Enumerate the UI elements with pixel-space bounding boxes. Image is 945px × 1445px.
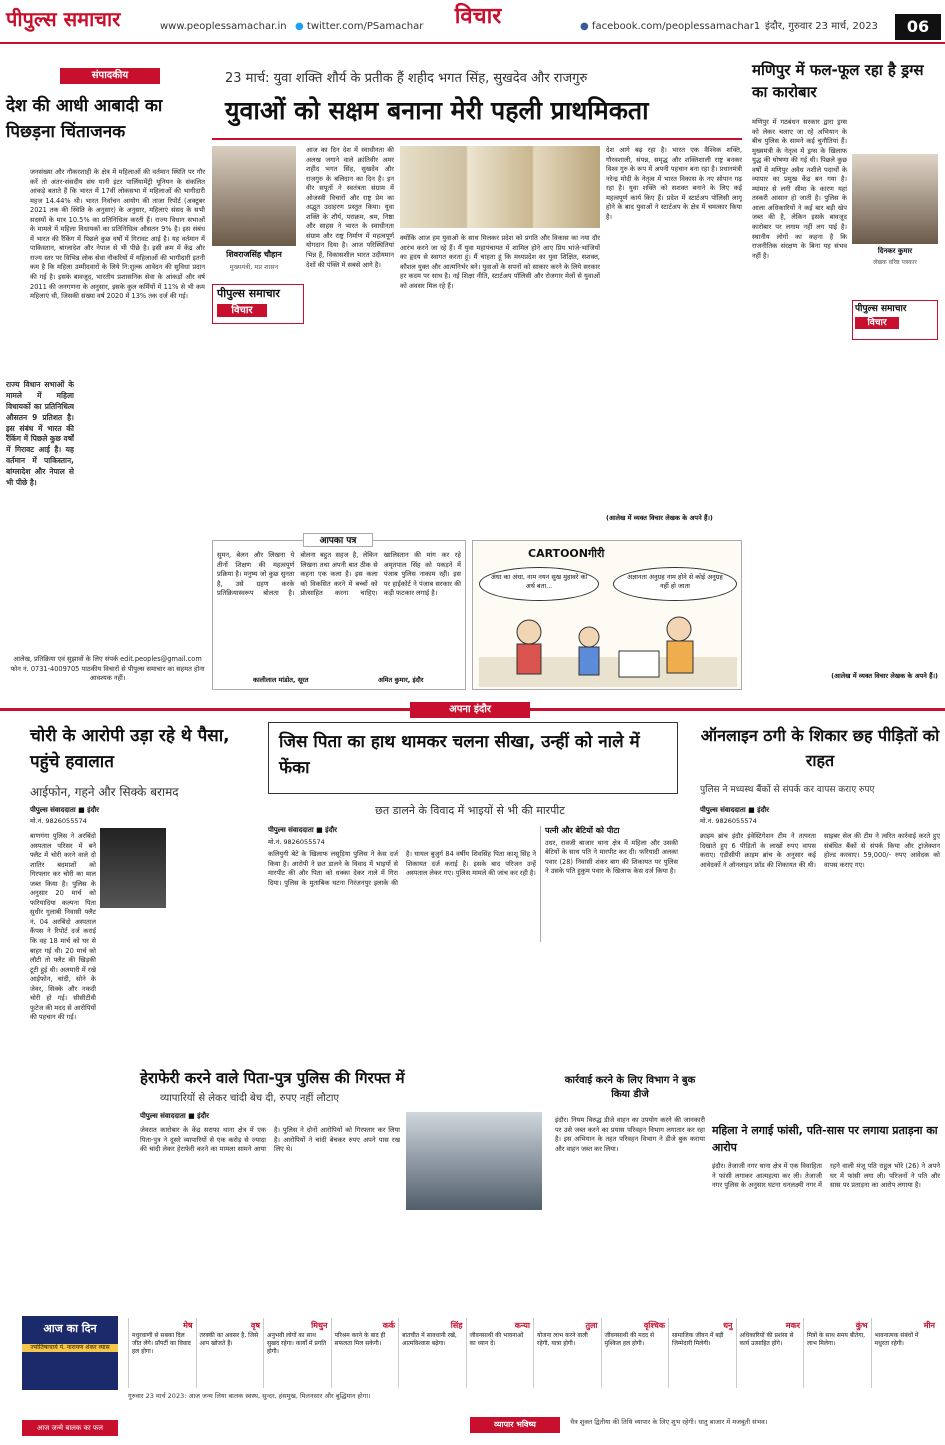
horoscope-sign <box>263 1318 331 1388</box>
silver-fraud-byline: पीपुल्स संवाददाता ■ इंदौर <box>140 1112 210 1120</box>
silver-fraud-subtitle: व्यापारियों से लेकर चांदी बेच दी, रुपए नहीं लौटाए <box>160 1093 340 1104</box>
horoscope-sign <box>871 1318 939 1388</box>
horoscope-sign-name: कर्क <box>382 1321 395 1330</box>
horoscope-sign-name: कुंभ <box>855 1321 868 1330</box>
dj-story-body: इंदौर। नियम विरुद्ध डीजे वाहन का उपयोग करने की जानकारी पर उसे जब्त करने का प्रयास परिवहन विभाग लगातार कर रहा है। इस अभियान के तहत परिवहन विभाग ने डीजे बुक कराया और वाहन जब्त कर लिया। <box>555 1116 705 1153</box>
horoscope-sign-text: जीवनसाथी की मदद से मुश्किल हल होगी। <box>604 1331 655 1347</box>
horoscope-sign-name: मिथुन <box>311 1321 328 1330</box>
page-number: 06 <box>895 14 941 40</box>
manipur-brand: पीपुल्स समाचार <box>855 304 907 314</box>
wife-daughters-body: उधर, रावजी बाजार थाना क्षेत्र में महिला और उसकी बेटियों के साथ पति ने मारपीट कर दी। फरियादी अलका पवार (28) निवासी शंकर बाग की शिकायत पर पुलिस ने उसके पति हुकुम पवार के खिलाफ केस दर्ज किया है। <box>545 838 678 876</box>
theft-story-byline: पीपुल्स संवाददाता ■ इंदौर <box>30 806 100 814</box>
fraud-relief-phone: मो.नं. 9826055574 <box>700 817 757 825</box>
editorial-title: देश की आधी आबादी का पिछड़ना चिंताजनक <box>6 96 163 142</box>
silver-fraud-body: जेवरात कारोबार के केंद्र सराफा थाना क्षेत्र में एक पिता-पुत्र ने दूसरे व्यापारियों से एक करोड़ से ज्यादा की चांदी लेकर हेराफेरी करने का मामला सामने आया है। पुलिस ने दोनों आरोपियों को गिरफ्तार कर लिया है। आरोपियों ने चांदी बेचकर रुपए अपने पास रख लिए थे। <box>140 1126 400 1154</box>
father-story-body: कलियुगी बेटे के खिलाफ लसूड़िया पुलिस ने केस दर्ज किया है। आरोपी ने छत डालने के विवाद में भाइयों से मारपीट की और पिता को धक्का देकर नाले में गिरा दिया। पुलिस के मुताबिक घटना निरंजनपुर इलाके की है। घायल बुजुर्ग 84 वर्षीय शिवसिंह पिता काशू सिंह ने शिकायत दर्ज कराई है। इसके बाद परिजन उन्हें अस्पताल लेकर गए। पुलिस मामले की जांच कर रही है। <box>268 850 536 887</box>
horoscope-sign <box>398 1318 466 1388</box>
manipur-author: दिनकर कुमार <box>877 247 913 255</box>
horoscope-sign-text: बातचीत में सावधानी रखें, आत्मविश्वास बढ़ेगा। <box>402 1331 457 1347</box>
horoscope-sign-text: जीवनसाथी की भावनाओं का ध्यान दें। <box>469 1331 524 1347</box>
horoscope-sign-text: भावनात्मक संबंधों में मधुरता रहेगी। <box>874 1331 919 1347</box>
father-story-phone: मो.नं. 9826055574 <box>268 838 325 846</box>
horoscope-sign-name: वृष <box>250 1321 260 1330</box>
manipur-brand-box <box>852 300 938 340</box>
lead-brand-box <box>212 284 304 324</box>
horoscope-sign-text: तरक्की का अवसर है, जिसे आप खोजते हैं। <box>199 1331 259 1347</box>
editorial-tag: संपादकीय <box>60 68 160 84</box>
letters-body: सुमन, बेलन और लिखना ये तीनों शिक्षण की महत्वपूर्ण प्रक्रिया है। मनुष्य जो कुछ सुनता है, उसे ग्रहण करके प्रतिक्रियास्वरूप बोलता है। बोलना बहुत सहज है, लेकिन लिखना तथा अपनी बात ठीक से कहना एक कला है। इस कला को विकसित करने में बच्चों को प्रोत्साहित करना चाहिए। खालिस्तान की मांग कर रहे अमृतपाल सिंह को पकड़ने में पंजाब पुलिस नाकाम रही। इस पर हाईकोर्ट ने पंजाब सरकार की कड़ी फटकार लगाई है। <box>217 551 461 598</box>
horoscope-sign <box>803 1318 871 1388</box>
editorial-body: जनसंख्या और नौकरशाही के क्षेत्र में महिलाओं की वर्तमान स्थिति पर गौर करें तो अंतर-संसदीय संघ यानी इंटर पार्लियामेंट्री यूनियन के संकलित आंकड़े बताते हैं कि भारत में 17वीं लोकसभा में महिलाओं की भागीदारी महज 14.44% थी। भारत निर्वाचन आयोग की ताजा रिपोर्ट (अक्टूबर 2021 तक की स्थिति के अनुसार) के अनुसार, महिलाएं संसद के सभी सदस्यों के मात्र 10.5% का प्रतिनिधित्व करती हैं। राज्य विधान सभाओं के मामले में महिला विधायकों का प्रतिनिधित्व औसतन 9% है। इस संबंध में भारत की रैंकिंग में पिछले कुछ वर्षों में गिरावट आई है। यह वर्तमान में पाकिस्तान, बांग्लादेश और नेपाल से भी पीछे है। इसी क्रम में केंद्र और राज्य स्तर पर विभिन्न लोक सेवा नौकरियों में महिलाओं की भागीदारी इतनी कम है कि महिला उम्मीदवारों के लिये नि:शुल्क आवेदन की सुविधा प्रदान की गई है। इसके बावजूद, भारतीय प्रशासनिक सेवा के आंकड़ों और वर्ष 2011 की जनगणना के अनुसार, इसके कुल कर्मियों में 11% से भी कम महिलाएं थी, जिसकी संख्या वर्ष 2020 में 13% तक दर्ज की गई। <box>30 168 205 301</box>
horoscope-sign-name: सिंह <box>450 1321 463 1330</box>
lead-kicker: 23 मार्च: युवा शक्ति शौर्य के प्रतीक हैं शहीद भगत सिंह, सुखदेव और राजगुरु <box>225 71 588 86</box>
fraud-relief-body: क्राइम ब्रांच इंदौर इंवेस्टिगेशन टीम ने तत्परता दिखाते हुए 6 पीड़ितों के लाखों रुपए वापस कराए। एडीसीपी क्राइम ब्रांच के अनुसार कई आवेदकों ने ऑनलाइन फ्रॉड की शिकायत की थी। साइबर सेल की टीम ने त्वरित कार्रवाई करते हुए संबंधित बैंकों से संपर्क किया और ट्रांजेक्शन होल्ड करवाए। 59,000/- रुपए आवेदक को वापस कराए गए। <box>700 832 940 869</box>
horoscope-sign <box>736 1318 804 1388</box>
lead-brand-tag: विचार <box>217 304 267 318</box>
local-section-title: अपना इंदौर <box>410 702 530 718</box>
cartoon-drawing <box>479 607 737 687</box>
horoscope-sign-name: मेष <box>183 1321 193 1330</box>
horoscope-sign-name: मकर <box>785 1321 800 1330</box>
father-story-byline: पीपुल्स संवाददाता ■ इंदौर <box>268 826 338 834</box>
lead-title: युवाओं को सक्षम बनाना मेरी पहली प्राथमिकता <box>225 96 649 125</box>
horoscope-sign-text: मित्रों के साथ समय बीतेगा, लाभ मिलेगा। <box>807 1331 866 1347</box>
horoscope-sign-text: सामाजिक जीवन में बड़ी जिम्मेदारी मिलेगी। <box>672 1331 724 1347</box>
fraud-relief-subtitle: पुलिस ने मध्यस्थ बैंकों से संपर्क कर वापस कराए रुपए <box>700 785 875 795</box>
facebook-link[interactable]: ● facebook.com/peoplessamachar1 <box>580 21 761 32</box>
manipur-body: मणिपुर में गठबंधन सरकार द्वारा ड्रग्स को लेकर चलाए जा रहे अभियान के बीच पुलिस के सामने कई चुनौतियां हैं। मुख्यमंत्री के नेतृत्व में ड्रग्स के खिलाफ युद्ध की घोषणा की गई थी। पिछले कुछ वर्षों में मणिपुर अवैध नशीले पदार्थों के व्यापार का प्रमुख केंद्र बन गया है। म्यांमार से लगी सीमा के कारण यहां तस्करी आसान हो जाती है। पुलिस के आला अधिकारियों ने कई बार बड़ी खेप जब्त की है, लेकिन इसके बावजूद कारोबार पर लगाम नहीं लग पाई है। स्थानीय लोगों का कहना है कि राजनीतिक संरक्षण के बिना यह संभव नहीं है। <box>752 118 847 260</box>
horoscope-sign-text: परिश्रम करने के बाद ही सफलता मिल सकेगी। <box>334 1331 386 1347</box>
horoscope-sign-text: अनुभवी लोगों का साथ सुखद रहेगा। कार्यों में प्रगति होगी। <box>267 1331 327 1355</box>
suicide-story-title: महिला ने लगाई फांसी, पति-सास पर लगाया प्रताड़ना का आरोप <box>712 1124 938 1155</box>
horoscope-sign-text: मधुरवाणी से सबका दिल जीत लेंगे। प्रॉपर्टी का विवाद हल होगा। <box>132 1331 191 1355</box>
horoscope-sign <box>533 1318 601 1388</box>
father-story-title: जिस पिता का हाथ थामकर चलना सीखा, उन्हीं को नाले में फेंका <box>279 732 640 779</box>
author-photo <box>212 146 296 246</box>
horoscope-sign-name: धनु <box>723 1321 733 1330</box>
horoscope-birth-tag: आज जन्मे बालक का फल <box>22 1420 118 1436</box>
twitter-icon: ● <box>295 21 304 32</box>
cartoon-title: CARTOONगीरी <box>528 547 605 560</box>
letters-title: आपका पत्र <box>303 533 373 547</box>
manipur-signoff: (आलेख में व्यक्त विचार लेखक के अपने हैं।) <box>831 672 938 680</box>
manipur-body-continued <box>852 348 940 668</box>
father-story-title-box <box>268 722 678 794</box>
wife-daughters-title: पत्नी और बेटियों को पीटा <box>545 826 620 835</box>
silver-fraud-photo <box>406 1112 542 1210</box>
dj-story-title: कार्रवाई करने के लिए विभाग ने बुक किया डीजे <box>564 1075 696 1100</box>
horoscope-sign-name: तुला <box>585 1321 598 1330</box>
horoscope-sign <box>466 1318 534 1388</box>
editorial-footer: आलेख, प्रतिक्रिया एवं सुझावों के लिए संपर्क edit.peoples@gmail.com फोन नं. 0731-4009705 पाठकीय विचारों से पीपुल्स समाचार का सहमत होना आवश्यक नहीं। <box>10 655 205 683</box>
cartoon-bubble-2: अज्ञानता अनुग्रह नाम होने से कोई अनुग्रह नहीं हो जाता <box>613 567 737 601</box>
website-link[interactable]: www.peoplessamachar.in <box>160 21 287 32</box>
theft-story-phone: मो.नं. 9826055574 <box>30 817 87 825</box>
trade-tag: व्यापार भविष्य <box>470 1417 560 1433</box>
lead-body-2: क्योंकि आज हम युवाओं के साथ मिलकर प्रदेश को प्रगति और विकास का नया दौर आरंभ करने जा रहे हैं। मैं युवा महापंचायत में शामिल होने आए प्रिय भांजे-भांजियों का हृदय से स्वागत करता हूं। मैं चाहता हूं कि मध्यप्रदेश का युवा शिक्षित, सशक्त, कौशल युक्त और आत्मनिर्भर बने। युवाओं के सपनों को साकार करने के लिये सरकार हर कदम पर साथ है। नई शिक्षा नीति, स्टार्टअप पॉलिसी और रोजगार मेलों से युवाओं को अवसर मिल रहे हैं। <box>400 234 600 290</box>
horoscope-sign-name: कन्या <box>514 1321 530 1330</box>
section-title: विचार <box>454 4 502 29</box>
horoscope-sign-name: मीन <box>923 1321 935 1330</box>
letter-signature-2: अमित कुमार, इंदौर <box>378 676 424 684</box>
theft-story-body: बाणगंगा पुलिस ने अरबिंदो अस्पताल परिसर में बने फ्लैट में चोरी करने वाले दो शातिर बदमाशों को गिरफ्तार कर चोरी का माल जब्त किया है। पुलिस के अनुसार 20 मार्च को फरियादिया कल्पना पिता सुधीर गुलाबी निवासी फ्लैट नं. 04 अरबिंदो अस्पताल कैंपस ने रिपोर्ट दर्ज कराई कि वह 18 मार्च को घर से बाहर गई थी। 20 मार्च को लौटी तो फ्लैट की खिड़की टूटी हुई थी। अलमारी में रखे आईफोन, चांदी, सोने के जेवर, सिक्के और नकदी चोरी हो गई। सीसीटीवी फुटेज की मदद से आरोपियों की पहचान की गई। <box>30 832 96 1022</box>
horoscope-badge-title: आज का दिन <box>43 1322 97 1335</box>
silver-fraud-title: हेराफेरी करने वाले पिता-पुत्र पुलिस की गिरफ्त में <box>140 1069 405 1087</box>
letter-signature-1: कालीलाल मांडोत, सूरत <box>253 676 309 684</box>
horoscope-astrologer: ज्योतिषाचार्य पं. नारायण शंकर व्यास <box>22 1344 118 1352</box>
newspaper-logo: पीपुल्स समाचार <box>6 7 121 31</box>
facebook-icon: ● <box>580 21 589 32</box>
editorial-pull-quote: राज्य विधान सभाओं के मामले में महिला विधायकों का प्रतिनिधित्व औसतन 9 प्रतिशत है। इस संबंध में भारत की रैंकिंग में पिछले कुछ वर्षों में गिरावट आई है। यह वर्तमान में पाकिस्तान, बांग्लादेश और नेपाल से भी पीछे है। <box>6 380 74 487</box>
horoscope-sign-text: योजना लाभ करने वाली रहेगी, यात्रा होगी। <box>537 1331 588 1347</box>
father-story-subtitle: छत डालने के विवाद में भाइयों से भी की मारपीट <box>375 804 565 817</box>
horoscope-bottom-line: गुरुवार 23 मार्च 2023: आज जन्म लिया बालक स्वस्थ, सुन्दर, हंसमुख, मिलनसार और बुद्धिमान होगा। <box>128 1392 371 1400</box>
wife-daughters-box <box>540 826 678 942</box>
horoscope-sign <box>601 1318 669 1388</box>
horoscope-sign-name: वृश्चिक <box>643 1321 665 1330</box>
theft-story-subtitle: आईफोन, गहने और सिक्के बरामद <box>30 785 179 799</box>
fraud-relief-title: ऑनलाइन ठगी के शिकार छह पीड़ितों को राहत <box>700 726 940 770</box>
manipur-author-photo <box>852 154 938 244</box>
cartoon-bubble-1: अंधा का अंधा, नाम नयन सुख मुहावरे का अर्थ बता... <box>479 567 599 601</box>
lead-brand: पीपुल्स समाचार <box>217 287 280 300</box>
issue-date: इंदौर, गुरुवार 23 मार्च, 2023 <box>765 21 878 32</box>
author-name: शिवराजसिंह चौहान <box>226 250 282 259</box>
horoscope-sign <box>331 1318 399 1388</box>
manipur-brand-tag: विचार <box>855 317 899 329</box>
martyrs-illustration <box>400 146 600 228</box>
lead-body-1: आज का दिन देश में स्वाधीनता की अलख जगाने वाले क्रांतिवीर अमर शहीद भगत सिंह, सुखदेव और राजगुरु के बलिदान का दिन है। इन वीर सपूतों ने स्वतंत्रता संग्राम में ओजस्वी विचारों और राष्ट्र प्रेम का अद्भुत उदाहरण प्रस्तुत किया। युवा शक्ति के शौर्य, पराक्रम, श्रम, निष्ठा और साहस ने भारत के स्वाधीनता संग्राम और राष्ट्र निर्माण में महत्वपूर्ण योगदान दिया है। आज परिस्थितियां भिन्न हैं, विकासशील भारत उदीयमान देशों की पंक्ति में सबसे आगे है। <box>306 146 394 269</box>
trade-text: चैत्र शुक्ल द्वितीया की तिथि व्यापार के लिए शुभ रहेगी। धातु बाजार में मजबूती संभव। <box>570 1418 768 1426</box>
lead-signoff: (आलेख में व्यक्त विचार लेखक के अपने हैं।) <box>606 514 713 522</box>
letters-box <box>212 536 466 690</box>
horoscope-sign-text: अधिकारियों की प्रशंसा से कार्य उत्साहित होंगे। <box>739 1331 794 1347</box>
twitter-link[interactable]: ● twitter.com/PSamachar <box>295 21 424 32</box>
fraud-relief-byline: पीपुल्स संवाददाता ■ इंदौर <box>700 806 770 814</box>
manipur-author-role: लेखक वरिष्ठ पत्रकार <box>873 259 917 266</box>
lead-body-3: देश आगे बढ़ रहा है। भारत एक वैश्विक शक्ति, गौरवशाली, संपन्न, समृद्ध और शक्तिशाली राष्ट्र बनकर विश्व गुरु के रूप में अपनी पहचान बना रहा है। प्रधानमंत्री नरेन्द्र मोदी के नेतृत्व में भारत विकास के नए सोपान गढ़ रहा है। युवा शक्ति को सशक्त बनाने के लिए कई महत्वपूर्ण कार्य किए हैं। प्रदेश में स्टार्टअप पॉलिसी लागू होने के बाद युवाओं ने स्टार्टअप के क्षेत्र में चमत्कार किया है। <box>606 146 742 221</box>
manipur-title: मणिपुर में फल-फूल रहा है ड्रग्स का कारोबार <box>752 61 924 101</box>
horoscope-sign <box>128 1318 196 1388</box>
theft-story-title: चोरी के आरोपी उड़ा रहे थे पैसा, पहुंचे हवालात <box>30 726 230 772</box>
cartoon-box <box>472 540 742 690</box>
masthead <box>0 0 945 44</box>
theft-story-photo <box>100 828 166 908</box>
horoscope-sign <box>196 1318 264 1388</box>
horoscope-badge <box>22 1316 118 1390</box>
author-role: मुख्यमंत्री, मप्र शासन <box>229 263 279 271</box>
horoscope-sign <box>668 1318 736 1388</box>
lead-rule <box>212 138 742 140</box>
suicide-story-body: इंदौर। तेजाजी नगर थाना क्षेत्र में एक विवाहिता ने फांसी लगाकर आत्महत्या कर ली। तेजाजी नगर पुलिस के अनुसार घटना धनलक्ष्मी नगर में रहने वाली मंजू पति राहुल भोरे (26) ने अपने घर में फांसी लगा ली। परिजनों ने पति और सास पर प्रताड़ना का आरोप लगाया है। <box>712 1162 940 1190</box>
